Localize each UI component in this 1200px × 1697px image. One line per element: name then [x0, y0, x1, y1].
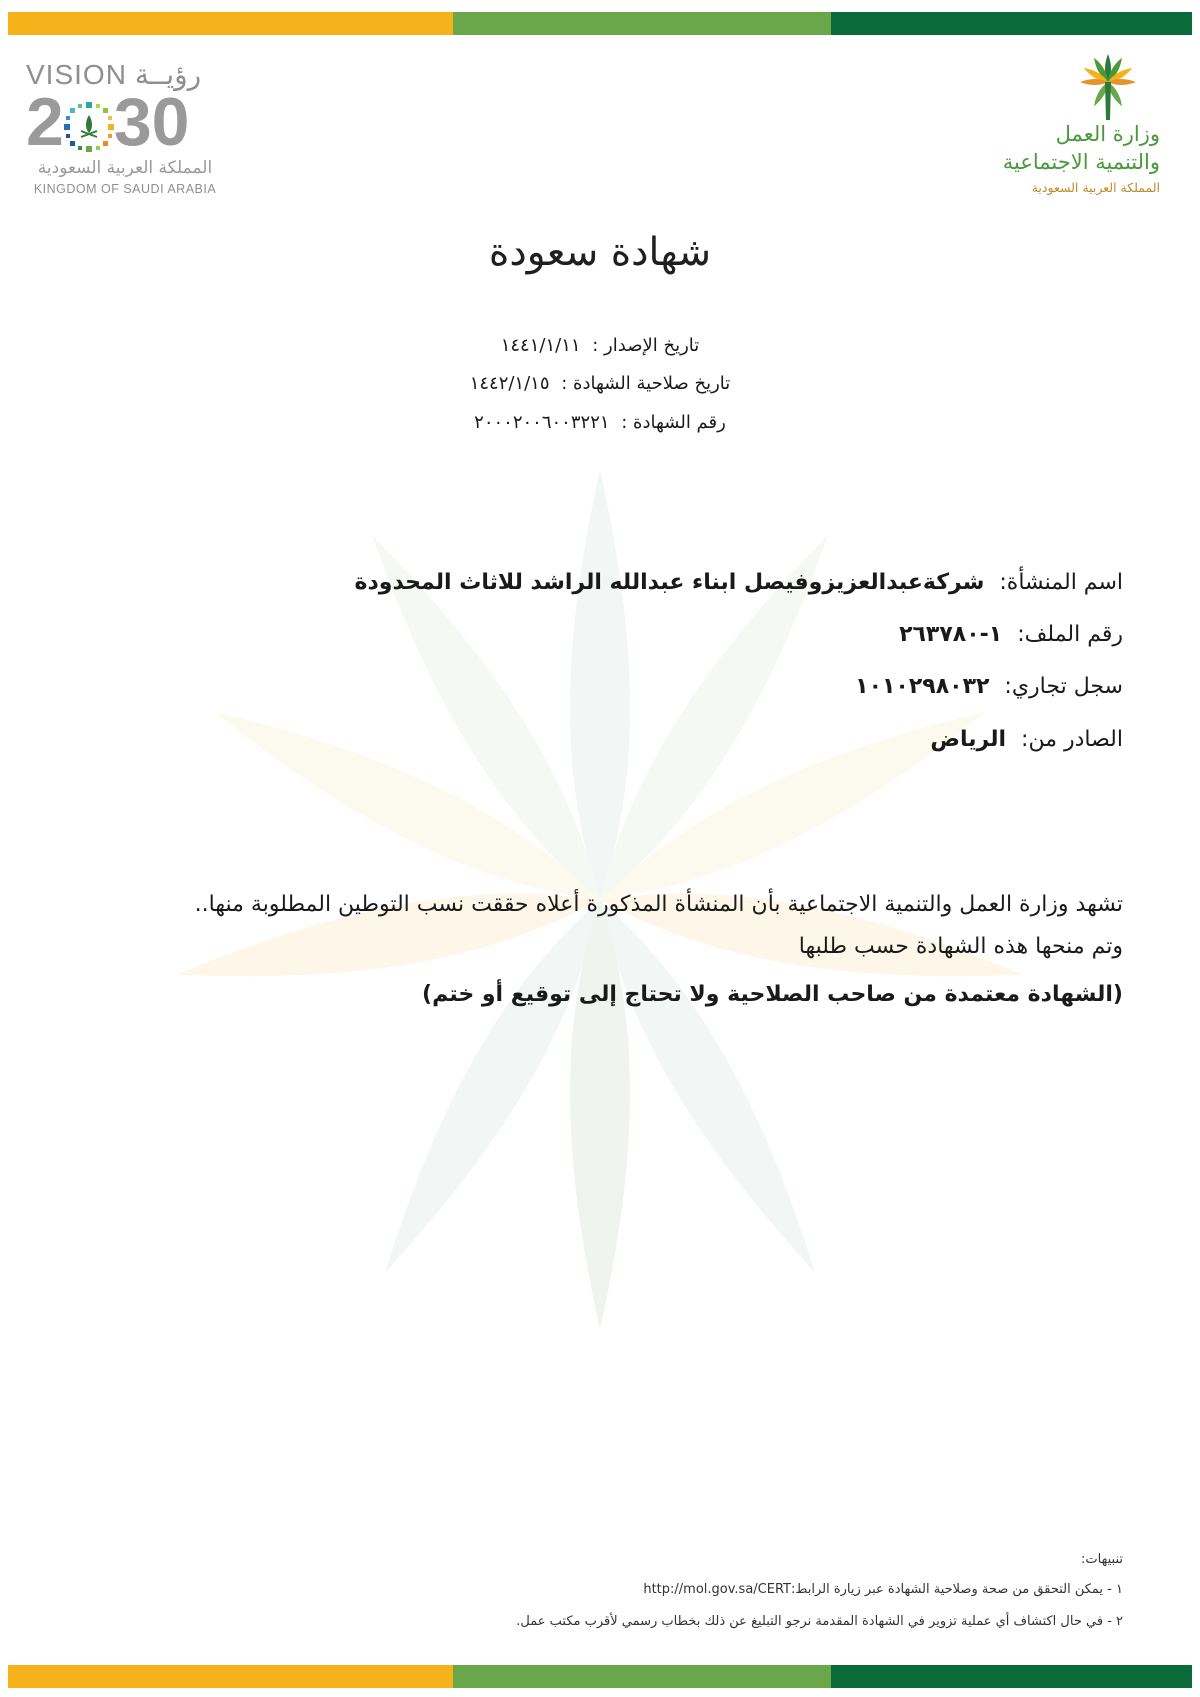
- bar-segment-light-green: [453, 1665, 831, 1688]
- validity-date-label: تاريخ صلاحية الشهادة :: [561, 373, 731, 394]
- statement-line1: تشهد وزارة العمل والتنمية الاجتماعية بأن المنشأة المذكورة أعلاه حققت نسب التوطين المطلوبة منها..: [194, 892, 1123, 917]
- file-number-value: ١-٢٦٣٧٨٠: [899, 622, 1003, 647]
- bar-segment-dark-green: [831, 12, 1192, 35]
- watermark-star-icon: [90, 430, 1110, 1330]
- issue-date-value: ١٤٤١/١/١١: [500, 335, 581, 356]
- commercial-register-row: [855, 674, 1123, 699]
- establishment-name-value: شركةعبدالعزيزوفيصل ابناء عبدالله الراشد للاثاث المحدودة: [354, 570, 985, 595]
- vision-year-right: 30: [113, 84, 190, 160]
- vision-logo-en: VISION: [26, 59, 127, 90]
- vision-logo-ar: رؤيــة: [134, 58, 202, 91]
- vision-logo-year: [26, 84, 190, 160]
- statement-line2: وتم منحها هذه الشهادة حسب طلبها: [798, 934, 1123, 959]
- note-verification: ١ - يمكن التحقق من صحة وصلاحية الشهادة عبر زيارة الرابط:http://mol.gov.sa/CERT: [643, 1582, 1123, 1597]
- issued-from-label: الصادر من:: [1021, 727, 1123, 752]
- file-number-label: رقم الملف:: [1017, 622, 1123, 647]
- validity-date-row: [0, 373, 1200, 394]
- validity-date-value: ١٤٤٢/١/١٥: [469, 373, 550, 394]
- certificate-number-row: [0, 412, 1200, 433]
- bar-segment-light-green: [453, 12, 831, 35]
- vision-kingdom-ar: المملكة العربية السعودية: [37, 158, 213, 178]
- vision-2030-logo: [26, 58, 236, 198]
- vision-year-left: 2: [26, 84, 64, 160]
- bar-segment-orange: [8, 12, 453, 35]
- establishment-name-row: [355, 570, 1123, 595]
- issued-from-value: الرياض: [930, 727, 1007, 752]
- vision-kingdom-en: KINGDOM OF SAUDI ARABIA: [33, 182, 217, 196]
- commercial-register-label: سجل تجاري:: [1004, 674, 1123, 699]
- notes-title: تنبيهات:: [1081, 1552, 1123, 1567]
- certificate-number-label: رقم الشهادة :: [621, 412, 726, 433]
- file-number-row: [899, 622, 1123, 647]
- header-color-bar: [8, 12, 1192, 35]
- statement-approval-note: (الشهادة معتمدة من صاحب الصلاحية ولا تحتاج إلى توقيع أو ختم): [422, 982, 1123, 1007]
- saudi-emblem-icon: [64, 94, 114, 156]
- ministry-country: المملكة العربية السعودية: [1031, 180, 1160, 195]
- establishment-name-label: اسم المنشأة:: [999, 570, 1123, 595]
- ministry-name-line2: والتنمية الاجتماعية: [1002, 150, 1160, 174]
- footer-color-bar: [8, 1665, 1192, 1688]
- issue-date-label: تاريخ الإصدار :: [592, 335, 700, 356]
- ministry-logo: [960, 52, 1160, 202]
- note-forgery: ٢ - في حال اكتشاف أي عملية تزوير في الشهادة المقدمة نرجو التبليغ عن ذلك بخطاب رسمي لأقرب مكتب عمل.: [516, 1614, 1123, 1629]
- ministry-name-line1: وزارة العمل: [1055, 122, 1160, 146]
- bar-segment-dark-green: [831, 1665, 1192, 1688]
- issue-date-row: [0, 335, 1200, 356]
- certificate-title: شهادة سعودة: [488, 230, 712, 275]
- bar-segment-orange: [8, 1665, 453, 1688]
- certificate-number-value: ٢٠٠٠٢٠٠٦٠٠٣٢٢١: [474, 412, 610, 433]
- commercial-register-value: ١٠١٠٢٩٨٠٣٢: [855, 674, 990, 699]
- issued-from-row: [930, 727, 1123, 752]
- palm-emblem-icon: [1074, 52, 1142, 122]
